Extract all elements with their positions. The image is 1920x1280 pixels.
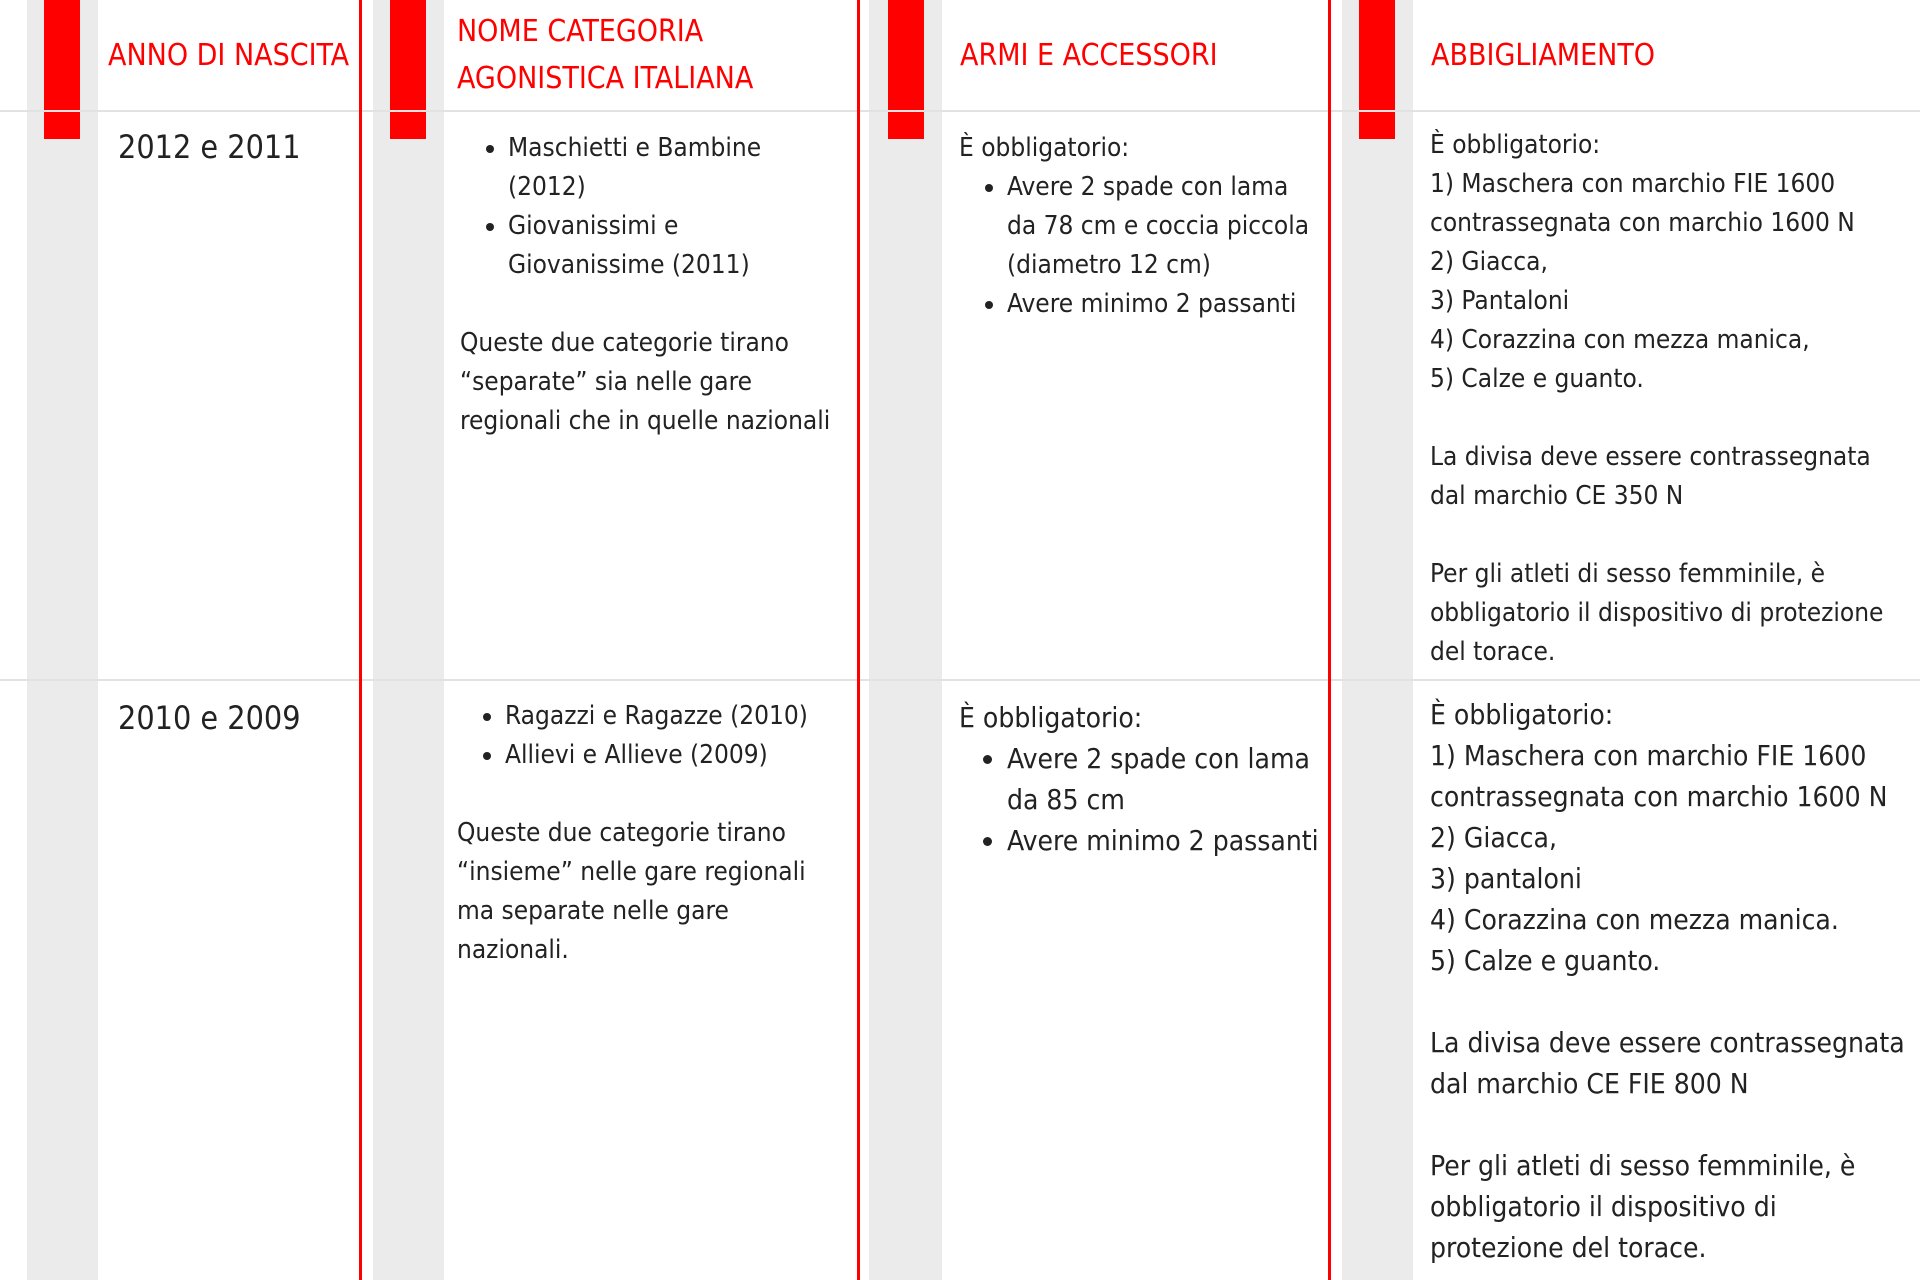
clothing-item: 1) Maschera con marchio FIE 1600 contrassegnata con marchio 1600 N bbox=[1430, 739, 1888, 813]
clothing-item: 3) Pantaloni bbox=[1430, 286, 1570, 316]
clothing-note: Per gli atleti di sesso femminile, è obbligatorio il dispositivo di protezione del torace. bbox=[1430, 559, 1884, 667]
clothing-intro: È obbligatorio: bbox=[1430, 698, 1614, 731]
row-divider bbox=[362, 679, 857, 681]
row-divider bbox=[0, 110, 359, 112]
row1-weapons bbox=[959, 129, 1314, 324]
row-divider bbox=[1331, 110, 1920, 112]
list-item: • Allievi e Allieve (2009) bbox=[505, 736, 837, 775]
column-accent-bar bbox=[44, 0, 80, 139]
row1-categories bbox=[460, 129, 840, 441]
column-accent-bar bbox=[390, 0, 426, 139]
column-side-strip bbox=[373, 0, 444, 1280]
clothing-item: 3) pantaloni bbox=[1430, 862, 1582, 895]
row2-weapons bbox=[959, 697, 1319, 861]
clothing-item: 2) Giacca, bbox=[1430, 821, 1557, 854]
weapons-intro: È obbligatorio: bbox=[959, 701, 1143, 734]
column-panel bbox=[98, 0, 359, 1280]
category-note: Queste due categorie tirano “separate” sia nelle gare regionali che in quelle nazionali bbox=[460, 328, 831, 436]
category-note: Queste due categorie tirano “insieme” nelle gare regionali ma separate nelle gare nazionali. bbox=[457, 818, 806, 965]
column-birth-year bbox=[0, 0, 362, 1280]
list-item: • Ragazzi e Ragazze (2010) bbox=[505, 697, 837, 736]
clothing-note: La divisa deve essere contrassegnata dal marchio CE FIE 800 N bbox=[1430, 1026, 1905, 1100]
row2-categories bbox=[457, 697, 837, 970]
row-divider bbox=[860, 110, 1328, 112]
row-divider bbox=[1331, 679, 1920, 681]
category-list bbox=[460, 129, 840, 285]
column-accent-bar bbox=[1359, 0, 1395, 139]
category-list bbox=[457, 697, 837, 775]
weapons-intro: È obbligatorio: bbox=[959, 133, 1130, 163]
row1-clothing bbox=[1430, 126, 1900, 672]
column-weapons bbox=[860, 0, 1331, 1280]
row2-clothing bbox=[1430, 694, 1910, 1268]
weapons-list bbox=[959, 168, 1314, 324]
column-side-strip bbox=[869, 0, 951, 1280]
clothing-item: 4) Corazzina con mezza manica, bbox=[1430, 325, 1810, 355]
column-side-strip bbox=[1342, 0, 1413, 1280]
weapons-list bbox=[959, 738, 1319, 861]
row-divider bbox=[362, 110, 857, 112]
clothing-item: 5) Calze e guanto. bbox=[1430, 944, 1661, 977]
row-divider bbox=[860, 679, 1328, 681]
list-item: • Giovanissimi e Giovanissime (2011) bbox=[508, 207, 840, 285]
column-header-clothing: ABBIGLIAMENTO bbox=[1431, 37, 1656, 73]
clothing-item: 4) Corazzina con mezza manica. bbox=[1430, 903, 1839, 936]
list-item: • Avere 2 spade con lama da 85 cm bbox=[1007, 738, 1319, 820]
list-item: • Avere minimo 2 passanti bbox=[1007, 285, 1314, 324]
list-item: • Avere minimo 2 passanti bbox=[1007, 820, 1319, 861]
clothing-note: Per gli atleti di sesso femminile, è obbligatorio il dispositivo di protezione del torace. bbox=[1430, 1149, 1856, 1264]
column-accent-bar bbox=[888, 0, 924, 139]
column-clothing bbox=[1331, 0, 1920, 1280]
column-header-category-name: NOME CATEGORIA AGONISTICA ITALIANA bbox=[457, 14, 754, 96]
column-header-birth-year: ANNO DI NASCITA bbox=[108, 37, 350, 73]
clothing-item: 2) Giacca, bbox=[1430, 247, 1548, 277]
clothing-item: 1) Maschera con marchio FIE 1600 contrassegnata con marchio 1600 N bbox=[1430, 169, 1855, 238]
clothing-intro: È obbligatorio: bbox=[1430, 130, 1601, 160]
list-item: • Avere 2 spade con lama da 78 cm e coccia piccola (diametro 12 cm) bbox=[1007, 168, 1314, 285]
row2-birth-year: 2010 e 2009 bbox=[118, 699, 301, 737]
row1-birth-year: 2012 e 2011 bbox=[118, 128, 301, 166]
column-category-name bbox=[362, 0, 860, 1280]
row-divider bbox=[0, 679, 359, 681]
list-item: • Maschietti e Bambine (2012) bbox=[508, 129, 840, 207]
clothing-item: 5) Calze e guanto. bbox=[1430, 364, 1644, 394]
column-side-strip bbox=[27, 0, 98, 1280]
column-header-weapons: ARMI E ACCESSORI bbox=[960, 37, 1218, 73]
clothing-note: La divisa deve essere contrassegnata dal marchio CE 350 N bbox=[1430, 442, 1871, 511]
